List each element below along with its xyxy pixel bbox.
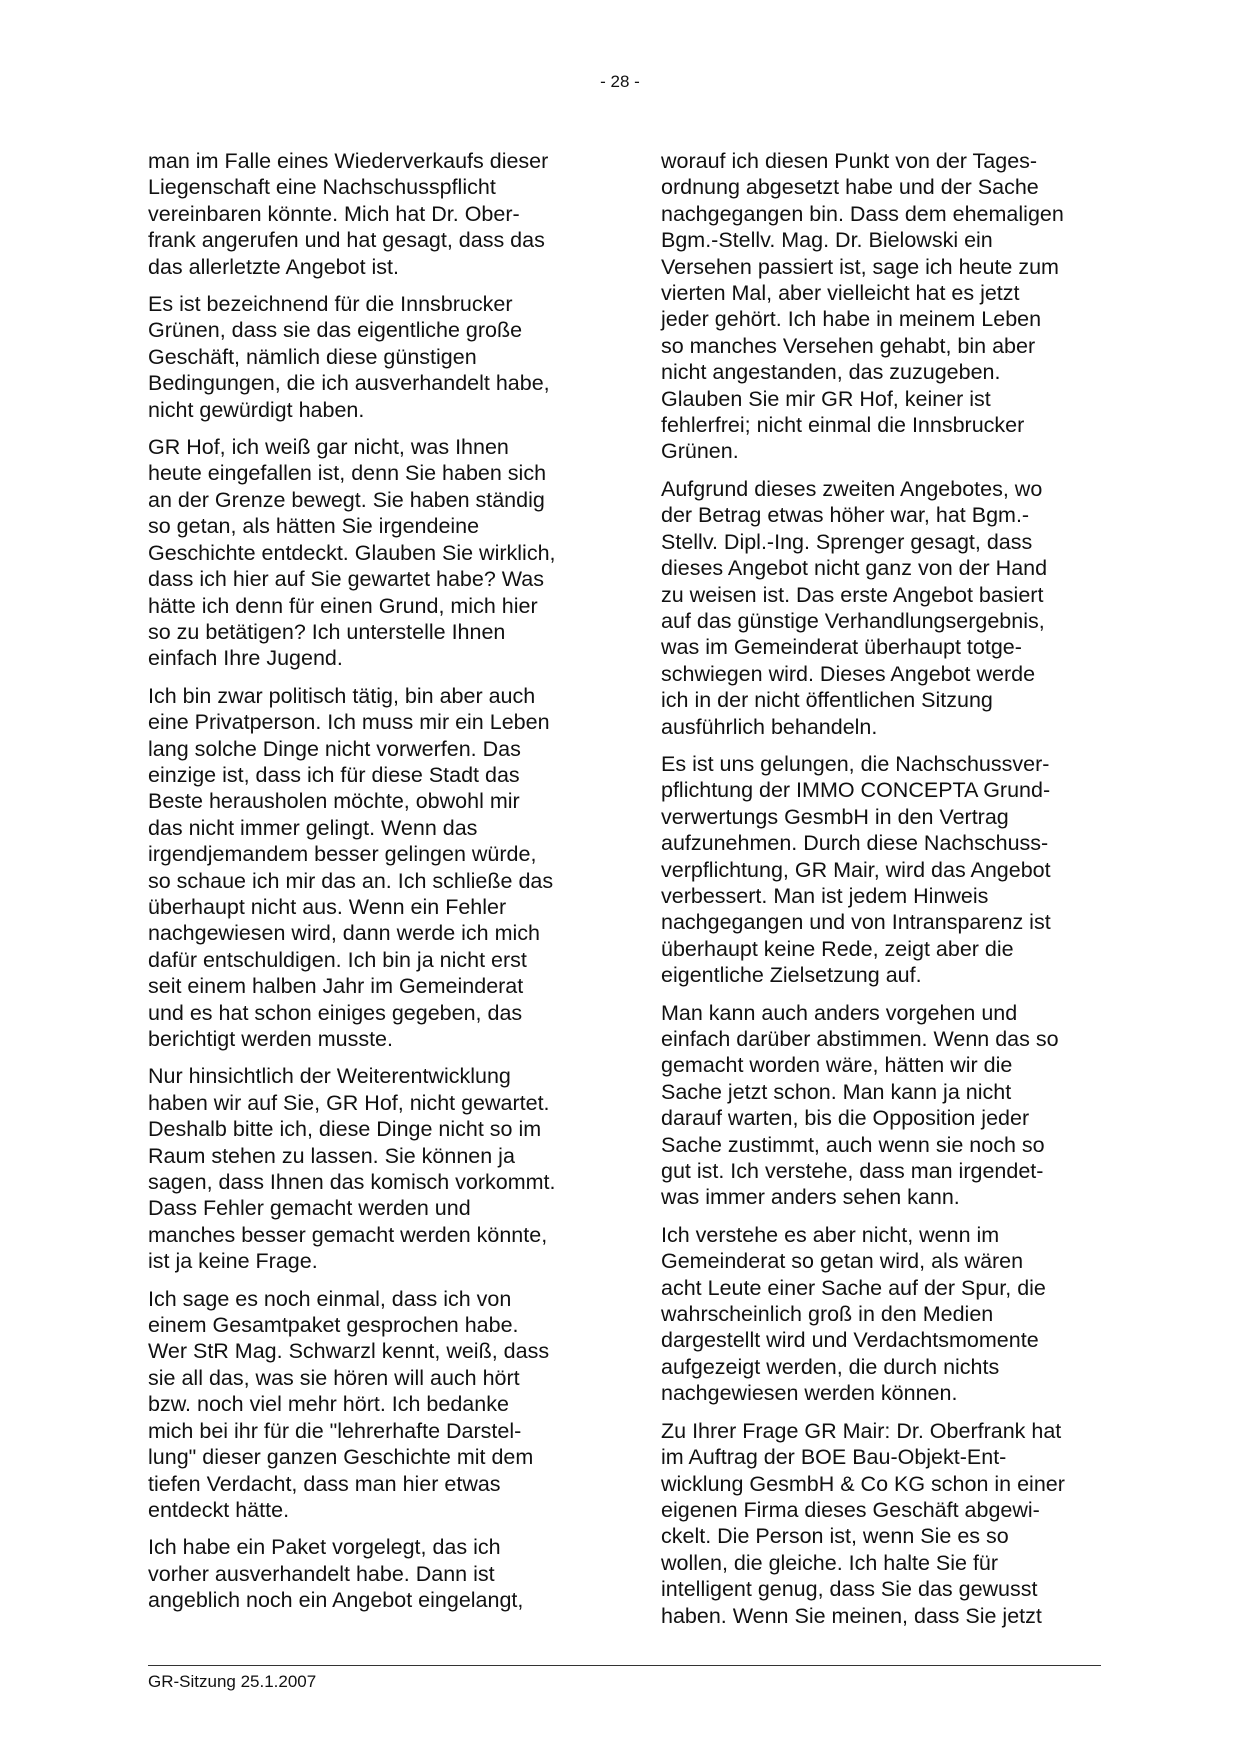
paragraph: Es ist uns gelungen, die Nachschussver- pflichtung der IMMO CONCEPTA Grund- verwertungs GesmbH in den Vertrag aufzunehmen. Durch diese Nachschuss- verpflichtung, GR Mair, wird das Angebot verbessert. Man ist jedem Hinweis nachgegangen und von Intransparenz ist überhaupt keine Rede, zeigt aber die eigentliche Zielsetzung auf. (661, 751, 1051, 988)
page-number: - 28 - (600, 72, 640, 91)
paragraph: Nur hinsichtlich der Weiterentwicklung haben wir auf Sie, GR Hof, nicht gewartet. Deshalb bitte ich, diese Dinge nicht so im Raum stehen zu lassen. Sie können ja sagen, dass Ihnen das komisch vorkommt. Dass Fehler gemacht werden und manches besser gemacht werden könnte, ist ja keine Frage. (148, 1064, 556, 1274)
paragraph: Ich bin zwar politisch tätig, bin aber auch eine Privatperson. Ich muss mir ein Leben lang solche Dinge nicht vorwerfen. Das einzige ist, dass ich für diese Stadt das Beste herausholen möchte, obwohl mir das nicht immer gelingt. Wenn das irgendjemandem besser gelingen würde, so schaue ich mir das an. Ich schließe das überhaupt nicht aus. Wenn ein Fehler nachgewiesen wird, dann werde ich mich dafür entschuldigen. Ich bin ja nicht erst seit einem halben Jahr im Gemeinderat und es hat schon einiges gegeben, das berichtigt werden musste. (148, 683, 554, 1051)
paragraph: Man kann auch anders vorgehen und einfach darüber abstimmen. Wenn das so gemacht worden wäre, hätten wir die Sache jetzt schon. Man kann ja nicht darauf warten, bis die Opposition jeder Sache zustimmt, auch wenn sie noch so gut ist. Ich verstehe, dass man irgendet- was immer anders sehen kann. (661, 1000, 1059, 1210)
left-column (148, 148, 592, 1625)
paragraph: Aufgrund dieses zweiten Angebotes, wo der Betrag etwas höher war, hat Bgm.- Stellv. Dipl.-Ing. Sprenger gesagt, dass dieses Angebot nicht ganz von der Hand zu weisen ist. Das erste Angebot basiert auf das günstige Verhandlungsergebnis, was im Gemeinderat überhaupt totge- schwiegen wird. Dieses Angebot werde ich in der nicht öffentlichen Sitzung ausführlich behandeln. (661, 476, 1048, 739)
paragraph: Es ist bezeichnend für die Innsbrucker Grünen, dass sie das eigentliche große Geschäft, nämlich diese günstigen Bedingungen, die ich ausverhandelt habe, nicht gewürdigt haben. (148, 292, 550, 422)
paragraph: worauf ich diesen Punkt von der Tages- ordnung abgesetzt habe und der Sache nachgegangen bin. Dass dem ehemaligen Bgm.-Stellv. Mag. Dr. Bielowski ein Versehen passiert ist, sage ich heute zum vierten Mal, aber vielleicht hat es jetzt jeder gehört. Ich habe in meinem Leben so manches Versehen gehabt, bin aber nicht angestanden, das zuzugeben. Glauben Sie mir GR Hof, keiner ist fehlerfrei; nicht einmal die Innsbrucker Grünen. (661, 149, 1064, 464)
footer-text: GR-Sitzung 25.1.2007 (148, 1672, 317, 1691)
paragraph: Ich sage es noch einmal, dass ich von einem Gesamtpaket gesprochen habe. Wer StR Mag. Schwarzl kennt, weiß, dass sie all das, was sie hören will auch hört bzw. noch viel mehr hört. Ich bedanke mich bei ihr für die "lehrerhafte Darstel- lung" dieser ganzen Geschichte mit dem tiefen Verdacht, dass man hier etwas entdeckt hätte. (148, 1286, 550, 1522)
paragraph: Ich habe ein Paket vorgelegt, das ich vorher ausverhandelt habe. Dann ist angeblich noch ein Angebot eingelangt, (148, 1535, 524, 1613)
paragraph: Ich verstehe es aber nicht, wenn im Gemeinderat so getan wird, als wären acht Leute einer Sache auf der Spur, die wahrscheinlich groß in den Medien dargestellt wird und Verdachtsmomente aufgezeigt werden, die durch nichts nachgewiesen werden können. (661, 1222, 1046, 1406)
right-column (661, 148, 1105, 1640)
paragraph: GR Hof, ich weiß gar nicht, was Ihnen heute eingefallen ist, denn Sie haben sich an der Grenze bewegt. Sie haben ständig so getan, als hätten Sie irgendeine Geschichte entdeckt. Glauben Sie wirklich, dass ich hier auf Sie gewartet habe? Was hätte ich denn für einen Grund, mich hier so zu betätigen? Ich unterstelle Ihnen einfach Ihre Jugend. (148, 435, 556, 671)
paragraph: man im Falle eines Wiederverkaufs dieser Liegenschaft eine Nachschusspflicht vereinbaren könnte. Mich hat Dr. Ober- frank angerufen und hat gesagt, dass das das allerletzte Angebot ist. (148, 149, 549, 279)
paragraph: Zu Ihrer Frage GR Mair: Dr. Oberfrank hat im Auftrag der BOE Bau-Objekt-Ent- wicklung GesmbH & Co KG schon in einer eigenen Firma dieses Geschäft abgewi- ckelt. Die Person ist, wenn Sie es so wollen, die gleiche. Ich halte Sie für intelligent genug, dass Sie das gewusst haben. Wenn Sie meinen, dass Sie jetzt (661, 1418, 1065, 1628)
footer-divider (148, 1665, 1101, 1666)
